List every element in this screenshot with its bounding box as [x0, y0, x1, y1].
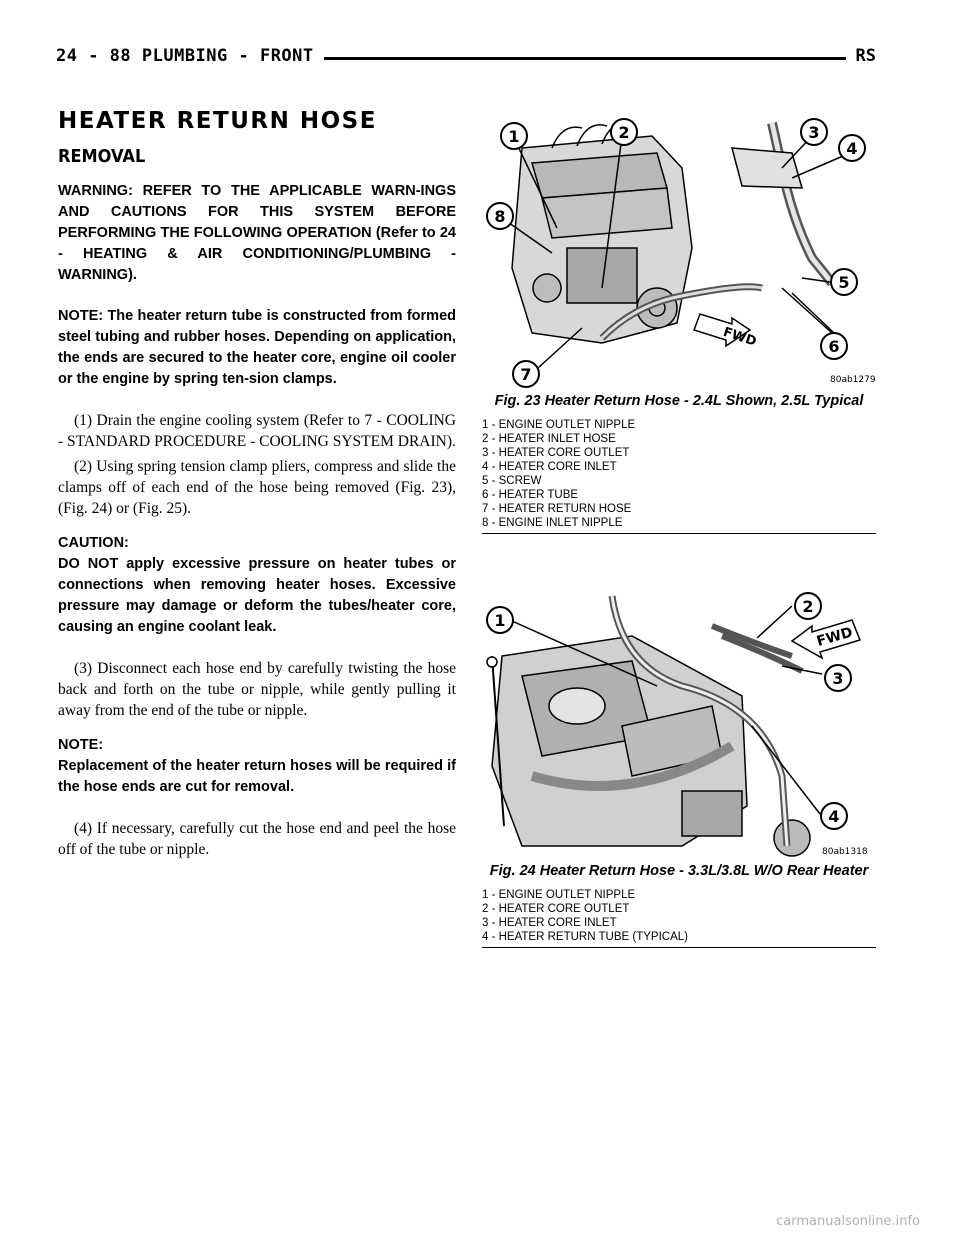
figure-23-caption: Fig. 23 Heater Return Hose - 2.4L Shown, 2.5L Typical — [494, 393, 864, 409]
svg-text:5: 5 — [838, 273, 850, 292]
svg-text:4: 4 — [828, 807, 840, 826]
legend-item: 7 - HEATER RETURN HOSE — [482, 503, 632, 515]
fig23-callout-5 — [831, 269, 857, 295]
fig23-callout-7 — [513, 361, 539, 387]
fig24-callout-2 — [795, 593, 821, 619]
figure-24-caption: Fig. 24 Heater Return Hose - 3.3L/3.8L W/O Rear Heater — [489, 863, 869, 879]
fig23-callout-1 — [501, 123, 527, 149]
figure-24-illustration — [482, 576, 876, 858]
fig23-callout-2 — [611, 119, 637, 145]
fig23-callout-6 — [821, 333, 847, 359]
caution-text: DO NOT apply excessive pressure on heater tubes or connections when removing heater hoses. Excessive pressure may damage or deform the tubes/heater core, causing an engine coolant leak. — [58, 556, 456, 635]
svg-text:2: 2 — [802, 597, 814, 616]
header-section-title: 24 - 88 PLUMBING - FRONT — [56, 46, 324, 66]
warning-text: WARNING: REFER TO THE APPLICABLE WARN-INGS AND CAUTIONS FOR THIS SYSTEM BEFORE PERFORMING THE FOLLOWING OPERATION (Refer to 24 - HEATING & AIR CONDITIONING/PLUMBING - WARNING). — [58, 183, 456, 283]
legend-item: 4 - HEATER CORE INLET — [482, 461, 617, 473]
note-2-text: Replacement of the heater return hoses will be required if the hose ends are cut for removal. — [58, 758, 456, 795]
svg-text:6: 6 — [828, 337, 840, 356]
figure-24 — [482, 576, 876, 948]
watermark: carmanualsonline.info — [776, 1214, 920, 1229]
fig24-callout-3 — [825, 665, 851, 691]
fig24-fwd-label: FWD — [814, 624, 855, 651]
fig23-callout-8 — [487, 203, 513, 229]
legend-item: 1 - ENGINE OUTLET NIPPLE — [482, 419, 636, 431]
svg-text:4: 4 — [846, 139, 858, 158]
fig24-image-code: 80ab1318 — [822, 847, 868, 857]
legend-item: 2 - HEATER INLET HOSE — [482, 433, 616, 445]
fig24-callout-1 — [487, 607, 513, 633]
caution-label: CAUTION: — [58, 535, 129, 551]
step-4: (4) If necessary, carefully cut the hose end and peel the hose off of the tube or nipple. — [58, 820, 456, 858]
text-column — [58, 108, 456, 864]
section-heading: REMOVAL — [58, 146, 146, 167]
svg-text:1: 1 — [508, 127, 520, 146]
step-3: (3) Disconnect each hose end by carefully twisting the hose back and forth on the tube or nipple, while gently pulling it away from the end of the tube or nipple. — [58, 660, 456, 719]
svg-text:3: 3 — [832, 669, 844, 688]
legend-item: 2 - HEATER CORE OUTLET — [482, 903, 630, 915]
step-2: (2) Using spring tension clamp pliers, compress and slide the clamps off of each end of the hose being removed (Fig. 23), (Fig. 24) or (Fig. 25). — [58, 458, 456, 517]
page-header — [56, 46, 876, 72]
figure-23-illustration — [482, 108, 876, 388]
legend-item: 3 - HEATER CORE OUTLET — [482, 447, 630, 459]
svg-text:3: 3 — [808, 123, 820, 142]
legend-item: 5 - SCREW — [482, 475, 542, 487]
legend-item: 6 - HEATER TUBE — [482, 489, 579, 501]
legend-item: 3 - HEATER CORE INLET — [482, 917, 617, 929]
note-2-label: NOTE: — [58, 737, 104, 753]
legend-item: 1 - ENGINE OUTLET NIPPLE — [482, 889, 636, 901]
svg-text:8: 8 — [494, 207, 506, 226]
fig23-callout-4 — [839, 135, 865, 161]
note-text: NOTE: The heater return tube is constructed from formed steel tubing and rubber hoses. Depending on application, the ends are secured to the heater core, engine oil cooler or the engine by spring ten-sion clamps. — [58, 308, 456, 387]
header-model-code: RS — [846, 46, 876, 66]
figure-23 — [482, 108, 876, 534]
legend-item: 4 - HEATER RETURN TUBE (TYPICAL) — [482, 931, 688, 943]
fig23-image-code: 80ab1279 — [830, 375, 876, 385]
figure-24-legend — [482, 888, 876, 948]
svg-text:7: 7 — [520, 365, 532, 384]
step-1: (1) Drain the engine cooling system (Refer to 7 - COOLING - STANDARD PROCEDURE - COOLING SYSTEM DRAIN). — [58, 412, 456, 450]
svg-text:1: 1 — [494, 611, 506, 630]
figure-23-legend — [482, 418, 876, 534]
fig23-callout-3 — [801, 119, 827, 145]
legend-item: 8 - ENGINE INLET NIPPLE — [482, 517, 623, 529]
fig23-fwd-label: FWD — [721, 324, 759, 350]
svg-text:2: 2 — [618, 123, 630, 142]
page-title: HEATER RETURN HOSE — [58, 108, 377, 134]
fig24-callout-4 — [821, 803, 847, 829]
